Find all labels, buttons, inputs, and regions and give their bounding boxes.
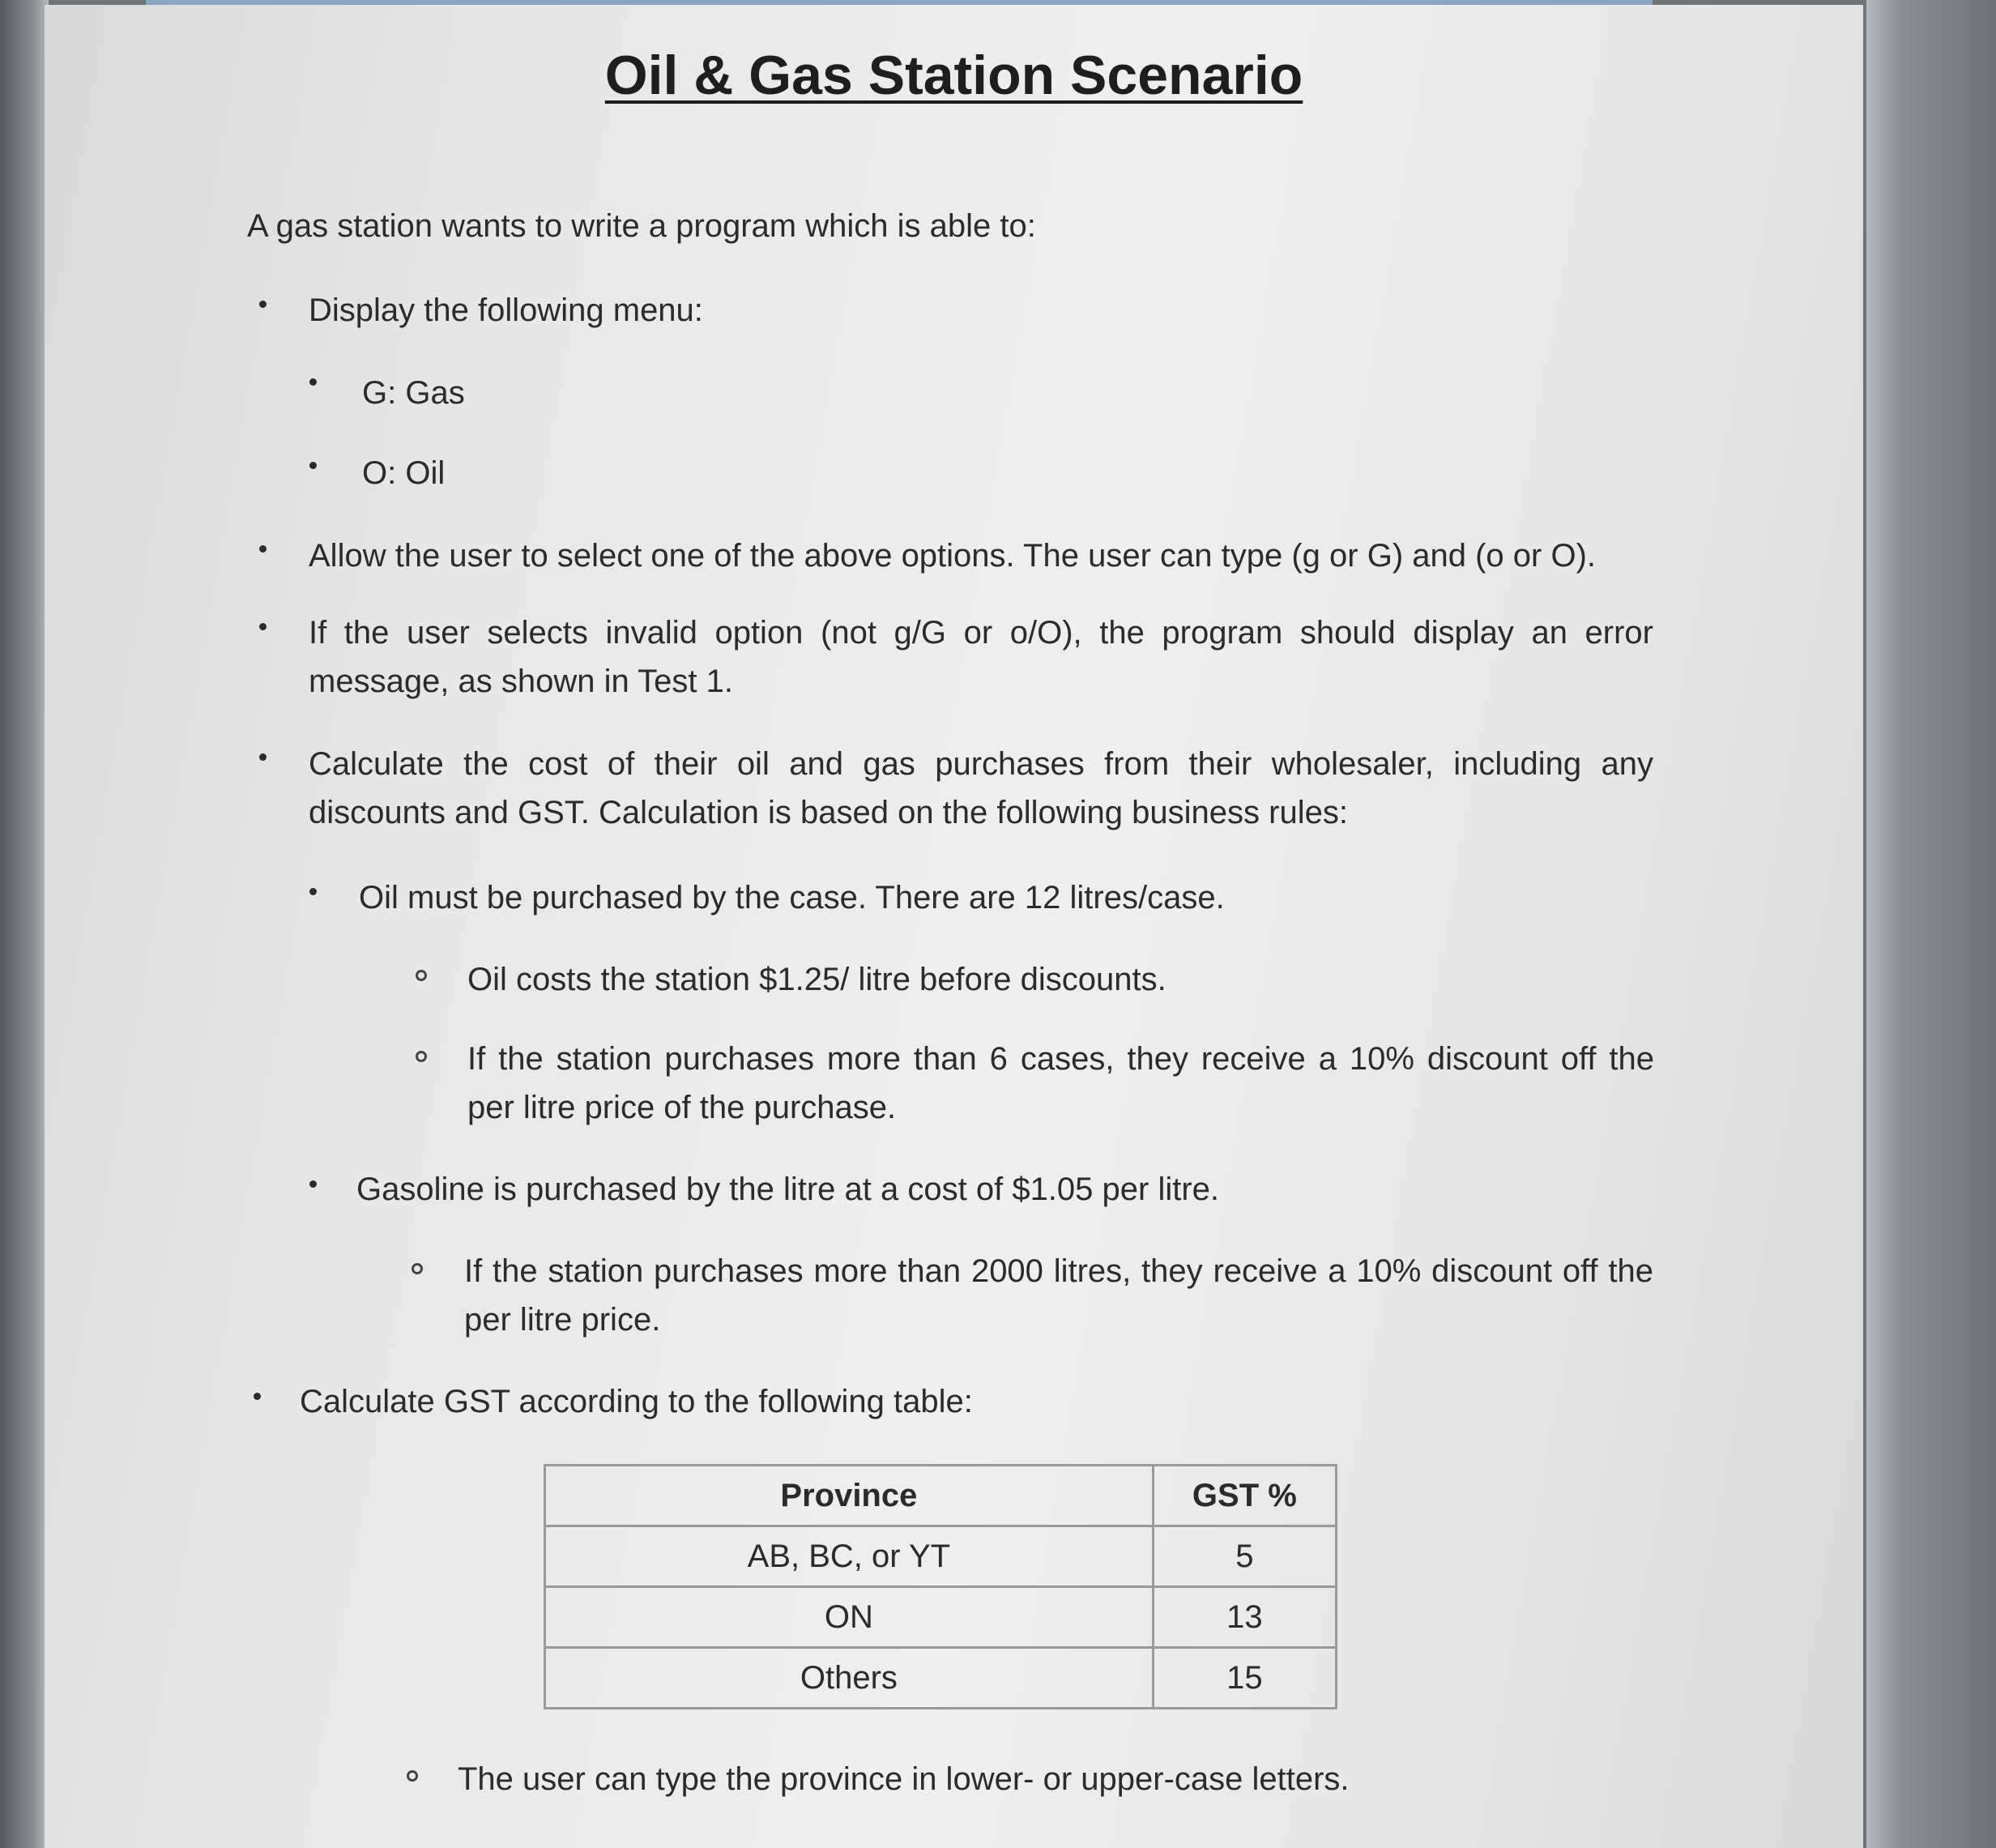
- monitor-bezel-left: [0, 0, 49, 1848]
- table-header-province: Province: [545, 1466, 1154, 1526]
- table-row: [545, 1587, 1337, 1648]
- table-cell-province: AB, BC, or YT: [545, 1526, 1154, 1587]
- table-cell-province: ON: [545, 1587, 1154, 1648]
- bullet-icon: [309, 888, 317, 895]
- monitor-bezel-right: [1866, 0, 1996, 1848]
- gas-rule: Gasoline is purchased by the litre at a cost of $1.05 per litre.: [356, 1172, 1220, 1207]
- oil-sub-item: Oil costs the station $1.25/ litre before discounts.: [467, 962, 1166, 997]
- bullet-icon: [259, 301, 267, 308]
- bullet-icon: [309, 378, 317, 386]
- table-row: [545, 1526, 1337, 1587]
- oil-rule: Oil must be purchased by the case. There are 12 litres/case.: [359, 880, 1225, 915]
- oil-sub-item: If the station purchases more than 6 cases, they receive a 10% discount off the per litre price of the purchase.: [467, 1041, 1654, 1125]
- gas-sub-item: If the station purchases more than 2000 litres, they receive a 10% discount off the per litre price.: [464, 1253, 1653, 1338]
- table-cell-gst: 15: [1153, 1648, 1336, 1709]
- document-page: [45, 5, 1863, 1848]
- list-item: Calculate GST according to the following table:: [300, 1384, 973, 1419]
- intro-text: A gas station wants to write a program which is able to:: [247, 208, 1036, 244]
- table-header-gst: GST %: [1153, 1466, 1336, 1526]
- bullet-icon: [309, 1180, 317, 1188]
- table-cell-province: Others: [545, 1648, 1154, 1709]
- case-note: The user can type the province in lower- or upper-case letters.: [458, 1761, 1350, 1797]
- table-cell-gst: 5: [1153, 1526, 1336, 1587]
- circle-bullet-icon: [416, 1051, 427, 1062]
- circle-bullet-icon: [407, 1770, 418, 1782]
- list-item: Allow the user to select one of the above options. The user can type (g or G) and (o or O).: [309, 538, 1597, 574]
- menu-option-gas: G: Gas: [362, 375, 465, 411]
- bullet-icon: [309, 462, 317, 469]
- bullet-icon: [259, 545, 267, 553]
- table-row: [545, 1648, 1337, 1709]
- circle-bullet-icon: [412, 1263, 423, 1274]
- list-item: If the user selects invalid option (not g/G or o/O), the program should display an error message, as shown in Test 1.: [309, 615, 1653, 699]
- bullet-icon: [259, 623, 267, 630]
- bullet-icon: [254, 1393, 261, 1400]
- list-item: Calculate the cost of their oil and gas purchases from their wholesaler, including any discounts and GST. Calculation is based on the following business rules:: [309, 746, 1653, 830]
- page-title: Oil & Gas Station Scenario: [604, 45, 1303, 106]
- menu-option-oil: O: Oil: [362, 455, 446, 491]
- circle-bullet-icon: [416, 970, 427, 981]
- bullet-icon: [259, 753, 267, 761]
- list-item: Display the following menu:: [309, 292, 703, 328]
- gst-table: [544, 1464, 1337, 1709]
- table-cell-gst: 13: [1153, 1587, 1336, 1648]
- table-header-row: [545, 1466, 1337, 1526]
